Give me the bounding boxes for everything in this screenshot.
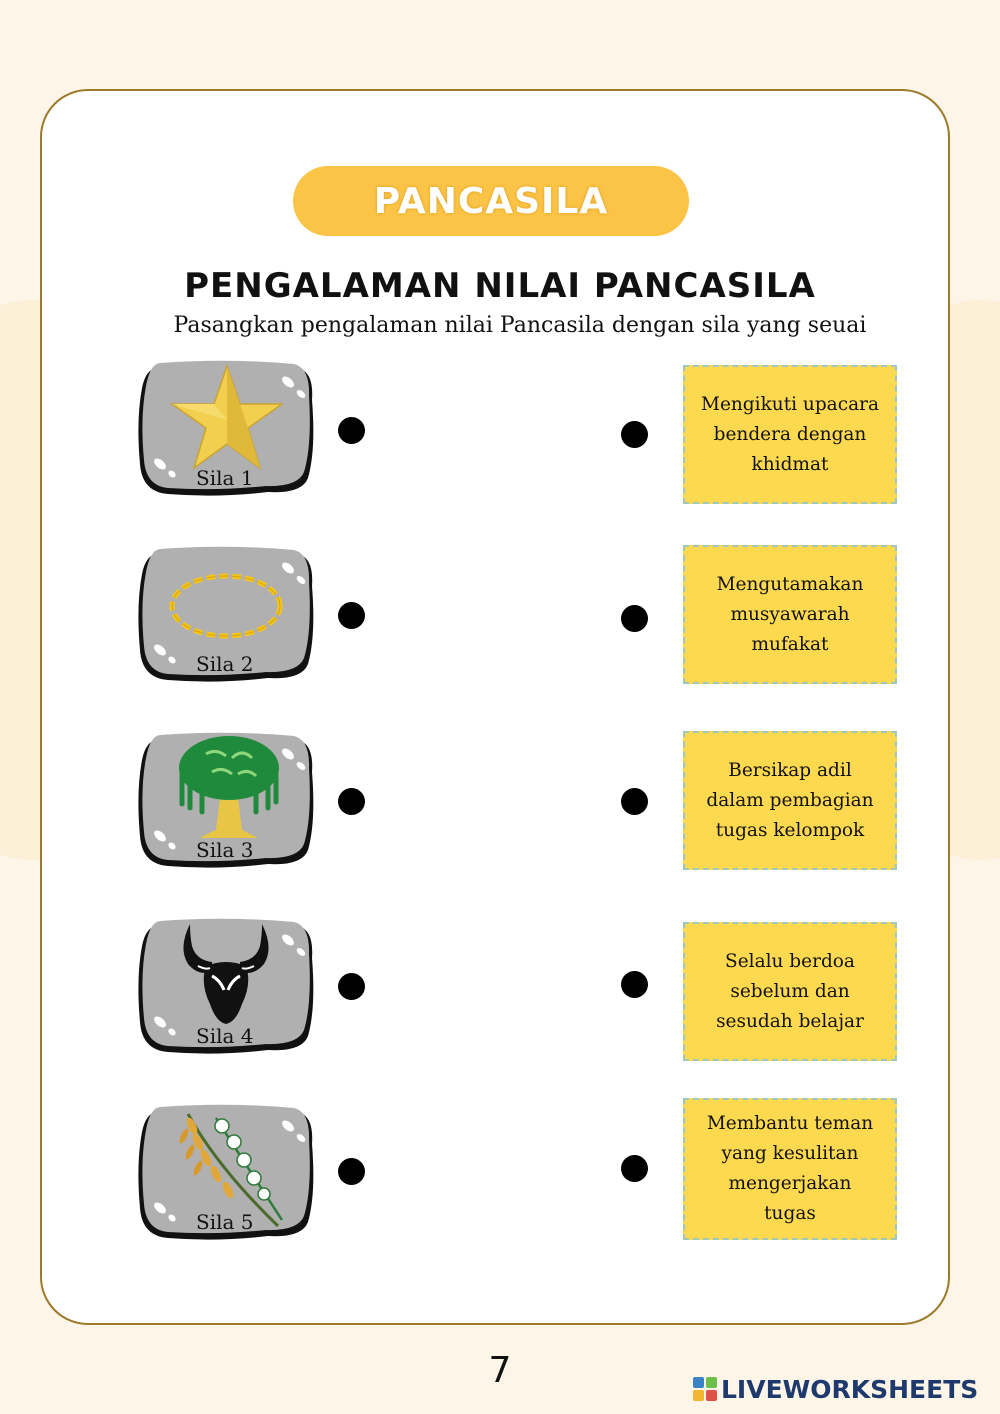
sila-card-2 <box>138 546 314 682</box>
sila-card-4 <box>138 918 314 1054</box>
answer-connector-dot-4[interactable] <box>621 971 648 998</box>
page-number: 7 <box>488 1350 512 1391</box>
answer-connector-dot-3[interactable] <box>621 788 648 815</box>
answer-text: Mengikuti upacara bendera dengan khidmat <box>701 393 879 475</box>
sila-label: Sila 3 <box>196 838 254 862</box>
sila-connector-dot-4[interactable] <box>338 973 365 1000</box>
sila-card-5 <box>138 1104 314 1240</box>
answer-text: Membantu teman yang kesulitan mengerjakan tugas <box>706 1113 874 1224</box>
answer-connector-dot-5[interactable] <box>621 1155 648 1182</box>
banyan-tree-icon <box>176 734 282 840</box>
answer-box-5 <box>683 1098 897 1240</box>
sila-connector-dot-1[interactable] <box>338 417 365 444</box>
sila-card-1 <box>138 360 314 496</box>
answer-text: Selalu berdoa sebelum dan sesudah belajar <box>716 950 864 1032</box>
sila-label: Sila 2 <box>196 652 254 676</box>
star-icon <box>170 364 284 470</box>
answer-text: Mengutamakan musyawarah mufakat <box>716 573 864 655</box>
bull-head-icon <box>176 918 276 1026</box>
instruction-text: Pasangkan pengalaman nilai Pancasila dengan sila yang seuai <box>173 313 867 338</box>
sila-label: Sila 1 <box>196 466 254 490</box>
answer-connector-dot-1[interactable] <box>621 421 648 448</box>
sila-label: Sila 4 <box>196 1024 254 1048</box>
answer-box-4 <box>683 922 897 1061</box>
title-badge: PANCASILA <box>293 166 689 236</box>
page-title: PENGALAMAN NILAI PANCASILA <box>184 266 816 306</box>
answer-box-1 <box>683 365 897 504</box>
sila-label: Sila 5 <box>196 1210 254 1234</box>
answer-connector-dot-2[interactable] <box>621 605 648 632</box>
sila-connector-dot-3[interactable] <box>338 788 365 815</box>
chain-icon <box>166 566 286 646</box>
sila-connector-dot-2[interactable] <box>338 602 365 629</box>
brand-name: LIVEWORKSHEETS <box>721 1374 979 1404</box>
answer-box-3 <box>683 731 897 870</box>
liveworksheets-logo-icon <box>693 1377 717 1401</box>
answer-text: Bersikap adil dalam pembagian tugas kelompok <box>706 759 874 841</box>
sila-card-3 <box>138 732 314 868</box>
answer-box-2 <box>683 545 897 684</box>
sila-connector-dot-5[interactable] <box>338 1158 365 1185</box>
liveworksheets-brand <box>693 1372 978 1406</box>
